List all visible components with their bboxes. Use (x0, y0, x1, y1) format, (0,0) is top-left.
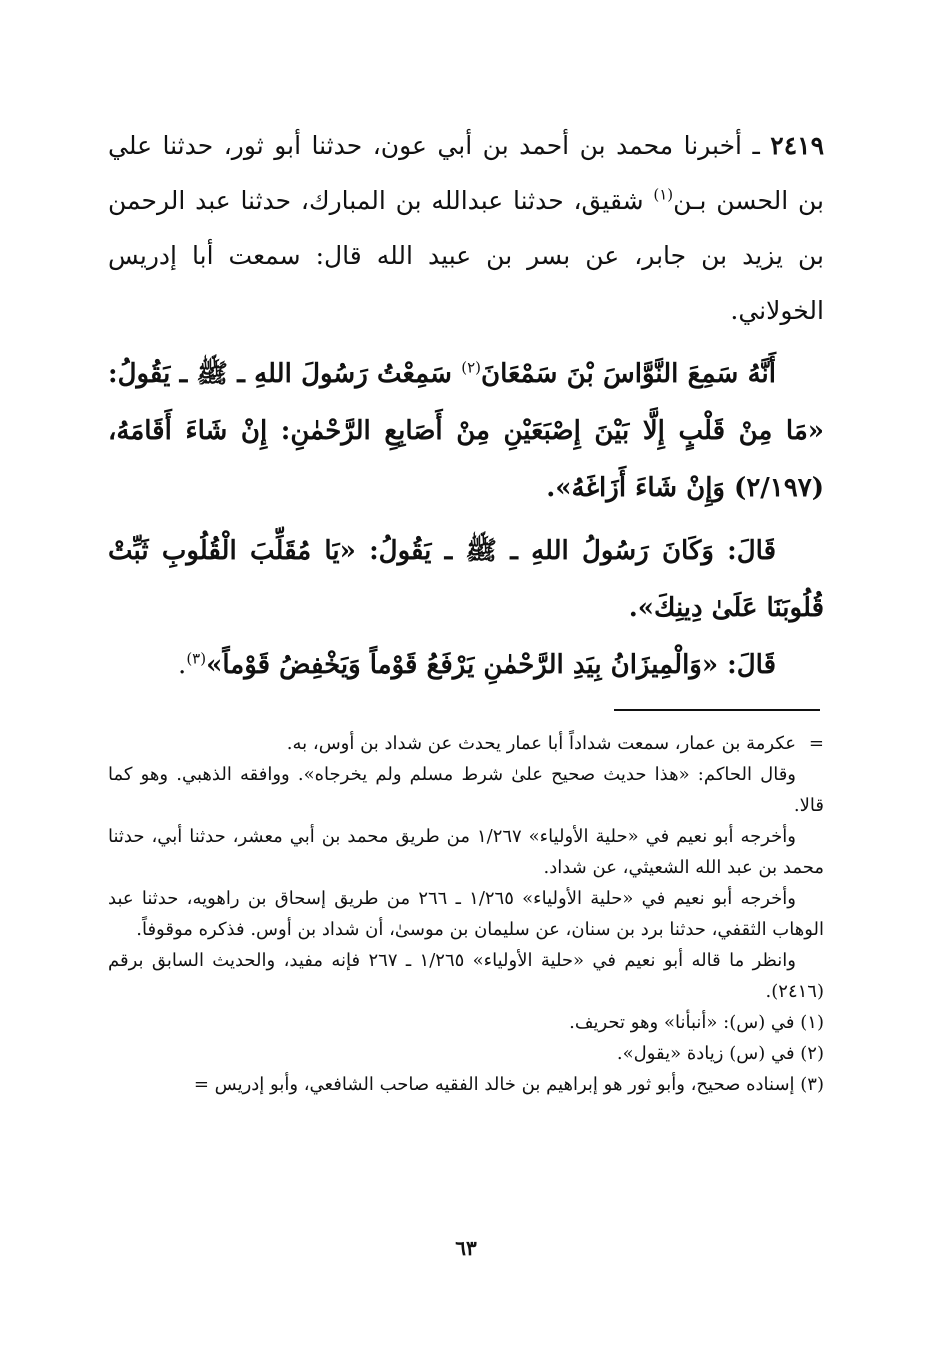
footnote-ref-3: (٣) (186, 649, 207, 668)
isnad-paragraph (108, 118, 824, 338)
main-text (108, 118, 824, 694)
footnote-separator (614, 709, 820, 711)
isnad-text-rest: شقيق، حدثنا عبدالله بن المبارك، حدثنا عبد الرحمن بن يزيد بن جابر، عن بسر بن عبيد الله قال: سمعت أبا إدريس الخولاني. (108, 186, 824, 325)
hadith-text-1 (108, 346, 824, 517)
footnote-ref-2: (٢) (461, 358, 481, 377)
footnote-3: (٣) إسناده صحيح، وأبو ثور هو إبراهيم بن خالد الفقيه صاحب الشافعي، وأبو إدريس = (193, 1074, 824, 1095)
footnote-1: (١) في (س): «أنبأنا» وهو تحريف. (569, 1012, 824, 1033)
footnotes (108, 728, 824, 1100)
hadith-1-part-a: أَنَّهُ سَمِعَ النَّوَّاسَ بْنَ سَمْعَانَ (481, 359, 776, 389)
footnote-continuation (108, 728, 824, 759)
footnote-paragraph-abu-nuaym-1: وأخرجه أبو نعيم في «حلية الأولياء» ١/٢٦٧ من طريق محمد بن أبي معشر، حدثنا أبي، حدثنا محمد بن عبد الله الشعيثي، عن شداد. (108, 826, 824, 878)
continuation-mark: = (808, 733, 824, 754)
hadith-2: قَالَ: وَكَانَ رَسُولُ اللهِ ـ ﷺ ـ يَقُولُ: «يَا مُقَلِّبَ الْقُلُوبِ ثَبِّتْ قُلُوبَنَا عَلَىٰ دِينِكَ». (108, 536, 824, 623)
hadith-3-end: . (178, 650, 187, 680)
footnote-2: (٢) في (س) زيادة «يقول». (616, 1043, 824, 1064)
isnad-text: ـ أخبرنا محمد بن أحمد بن أبي عون، حدثنا أبو ثور، حدثنا علي بن الحسن بـن (108, 131, 825, 215)
footnote-paragraph-abu-nuaym-2: وأخرجه أبو نعيم في «حلية الأولياء» ١/٢٦٥ ـ ٢٦٦ من طريق إسحاق بن راهويه، حدثنا عبد الوهاب الثقفي، حدثنا برد بن سنان، عن سليمان بن موسىٰ، أن شداد بن أوس. فذكره موقوفاً. (108, 888, 824, 940)
hadith-1-part-b: سَمِعْتُ رَسُولَ اللهِ ـ ﷺ ـ يَقُولُ: «مَا مِنْ قَلْبٍ إِلَّا بَيْنَ إِصْبَعَيْنِ مِنْ أَصَابِعِ الرَّحْمٰنِ: إِنْ شَاءَ أَقَامَهُ، (٢/١٩٧) وَإِنْ شَاءَ أَزَاغَهُ». (108, 359, 824, 503)
hadith-text-2 (108, 523, 824, 637)
footnote-paragraph-see-also: وانظر ما قاله أبو نعيم في «حلية الأولياء» ١/٢٦٥ ـ ٢٦٧ فإنه مفيد، والحديث السابق برقم (٢٤١٦). (108, 950, 824, 1002)
hadith-number: ٢٤١٩ (770, 131, 824, 160)
footnote-continuation-text: عكرمة بن عمار، سمعت شداداً أبا عمار يحدث عن شداد بن أوس، به. (286, 733, 796, 754)
page-number: ٦٣ (455, 1236, 477, 1260)
footnote-ref-1: (١) (653, 185, 674, 204)
footnote-paragraph-hakim: وقال الحاكم: «هذا حديث صحيح علىٰ شرط مسلم ولم يخرجاه». ووافقه الذهبي. وهو كما قالا. (108, 764, 824, 816)
hadith-3: قَالَ: «وَالْمِيزَانُ بِيَدِ الرَّحْمٰنِ يَرْفَعُ قَوْماً وَيَخْفِضُ قَوْماً» (206, 650, 776, 680)
hadith-text-3 (108, 637, 824, 694)
